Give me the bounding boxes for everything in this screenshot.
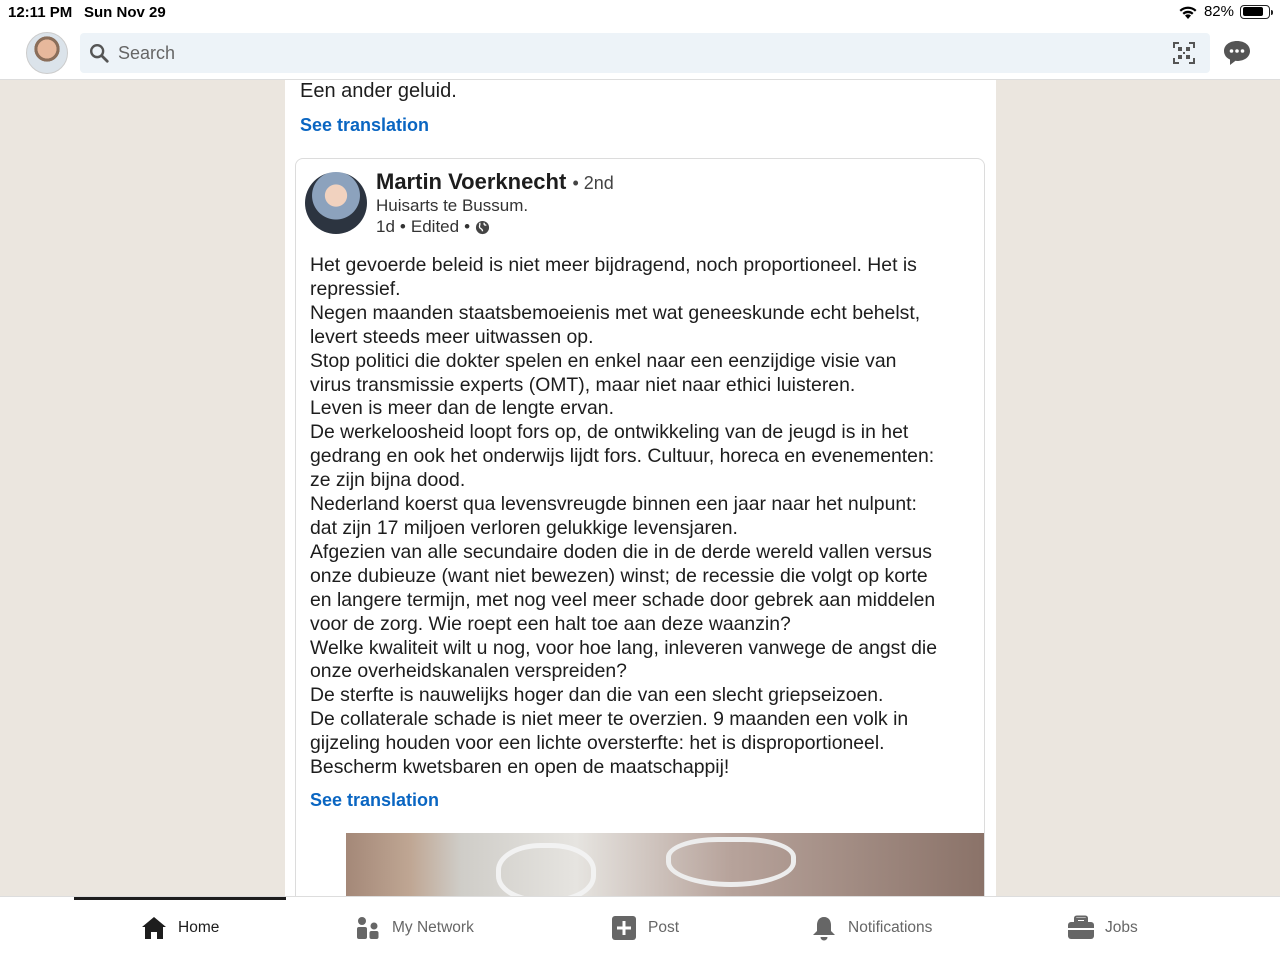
- post-body-line: onze overheidskanalen verspreiden?: [310, 660, 627, 683]
- bell-icon: [810, 914, 838, 942]
- tab-notifications[interactable]: [810, 914, 932, 942]
- search-bar[interactable]: [80, 33, 1210, 73]
- battery-fill: [1243, 7, 1264, 16]
- post-time: 1d: [376, 217, 395, 236]
- post-meta: [376, 217, 490, 237]
- post-body-line: Nederland koerst qua levensvreugde binnen een jaar naar het nulpunt:: [310, 493, 917, 516]
- previous-see-translation-link[interactable]: See translation: [300, 115, 430, 135]
- status-time: 12:11 PM: [8, 4, 73, 21]
- post-body-line: en langere termijn, met nog veel meer schade door gebrek aan middelen: [310, 588, 936, 611]
- post-see-translation-link[interactable]: See translation: [310, 790, 440, 810]
- post-card: [295, 158, 985, 918]
- post-body-line: De sterfte is nauwelijks hoger dan die van een slecht griepseizoen.: [310, 684, 884, 707]
- my-profile-avatar[interactable]: [26, 32, 68, 74]
- wifi-icon: [1178, 4, 1198, 20]
- author-name[interactable]: Martin Voerknecht: [376, 169, 567, 194]
- network-icon: [354, 914, 382, 942]
- connection-degree: • 2nd: [572, 173, 614, 193]
- post-body-line: onze dubieuze (want niet bewezen) winst; de recessie die volgt op korte: [310, 564, 928, 587]
- status-bar: [0, 0, 1280, 26]
- search-icon: [88, 42, 110, 64]
- post-body-line: De werkeloosheid loopt fors op, de ontwikkeling van de jeugd is in het: [310, 421, 909, 444]
- post-body-line: Het gevoerde beleid is niet meer bijdragend, noch proportioneel. Het is: [310, 254, 917, 276]
- post-icon: [610, 914, 638, 942]
- post-body-line: levert steeds meer uitwassen op.: [310, 325, 594, 348]
- author-name-row[interactable]: [376, 169, 614, 195]
- post-body-line: virus transmissie experts (OMT), maar niet naar ethici luisteren.: [310, 373, 856, 396]
- top-navigation: [0, 26, 1280, 80]
- tab-post[interactable]: [610, 914, 679, 942]
- post-body-line: ze zijn bijna dood.: [310, 469, 466, 492]
- author-avatar[interactable]: [305, 172, 367, 234]
- post-body-line: Afgezien van alle secundaire doden die in de derde wereld vallen versus: [310, 540, 932, 563]
- qr-scan-icon[interactable]: [1172, 41, 1196, 65]
- battery-icon: [1240, 5, 1270, 19]
- post-body-line: repressief.: [310, 277, 401, 300]
- tab-home-label: Home: [178, 919, 220, 936]
- battery-percent: 82%: [1203, 3, 1234, 20]
- meta-separator: •: [399, 217, 406, 236]
- tab-my-network-label: My Network: [392, 919, 474, 936]
- post-body-line: gijzeling houden voor een lichte oversterfte: het is disproportioneel.: [310, 732, 885, 755]
- active-tab-indicator: [74, 897, 286, 900]
- post-body-line: Leven is meer dan de lengte ervan.: [310, 397, 614, 420]
- briefcase-icon: [1067, 914, 1095, 942]
- previous-post-text: Een ander geluid.: [300, 80, 457, 102]
- tab-jobs-label: Jobs: [1105, 919, 1138, 936]
- post-edited: Edited: [410, 217, 460, 236]
- tab-my-network[interactable]: [354, 914, 474, 942]
- post-body-line: Bescherm kwetsbaren en open de maatschappij!: [310, 756, 730, 779]
- post-body-line: voor de zorg. Wie roept een halt toe aan deze waanzin?: [310, 612, 791, 635]
- post-body-line: gedrang en ook het onderwijs lijdt fors. Cultuur, horeca en evenementen:: [310, 445, 935, 468]
- photo-detail: [496, 843, 596, 903]
- feed-column: [285, 80, 996, 898]
- tab-home[interactable]: [140, 914, 219, 942]
- post-body-line: De collaterale schade is niet meer te overzien. 9 maanden een volk in: [310, 708, 909, 731]
- status-date: Sun Nov 29: [84, 4, 166, 21]
- post-body-line: Negen maanden staatsbemoeienis met wat geneeskunde echt behelst,: [310, 301, 921, 324]
- bottom-tab-bar: [0, 896, 1280, 960]
- tab-post-label: Post: [648, 919, 680, 936]
- search-input[interactable]: [118, 33, 1158, 73]
- tab-notifications-label: Notifications: [848, 919, 933, 936]
- post-body: [310, 254, 980, 780]
- post-body-line: dat zijn 17 miljoen verloren gelukkige levensjaren.: [310, 516, 738, 539]
- post-body-line: Stop politici die dokter spelen en enkel naar een eenzijdige visie van: [310, 349, 897, 372]
- author-headline: Huisarts te Bussum.: [376, 196, 529, 215]
- messaging-icon[interactable]: [1222, 39, 1252, 67]
- tab-jobs[interactable]: [1067, 914, 1138, 942]
- status-right: [1178, 3, 1270, 20]
- home-icon: [140, 914, 168, 942]
- photo-detail: [666, 837, 796, 887]
- meta-separator: •: [464, 217, 471, 236]
- globe-icon: [475, 220, 490, 235]
- post-body-line: Welke kwaliteit wilt u nog, voor hoe lang, inleveren vanwege de angst die: [310, 636, 937, 659]
